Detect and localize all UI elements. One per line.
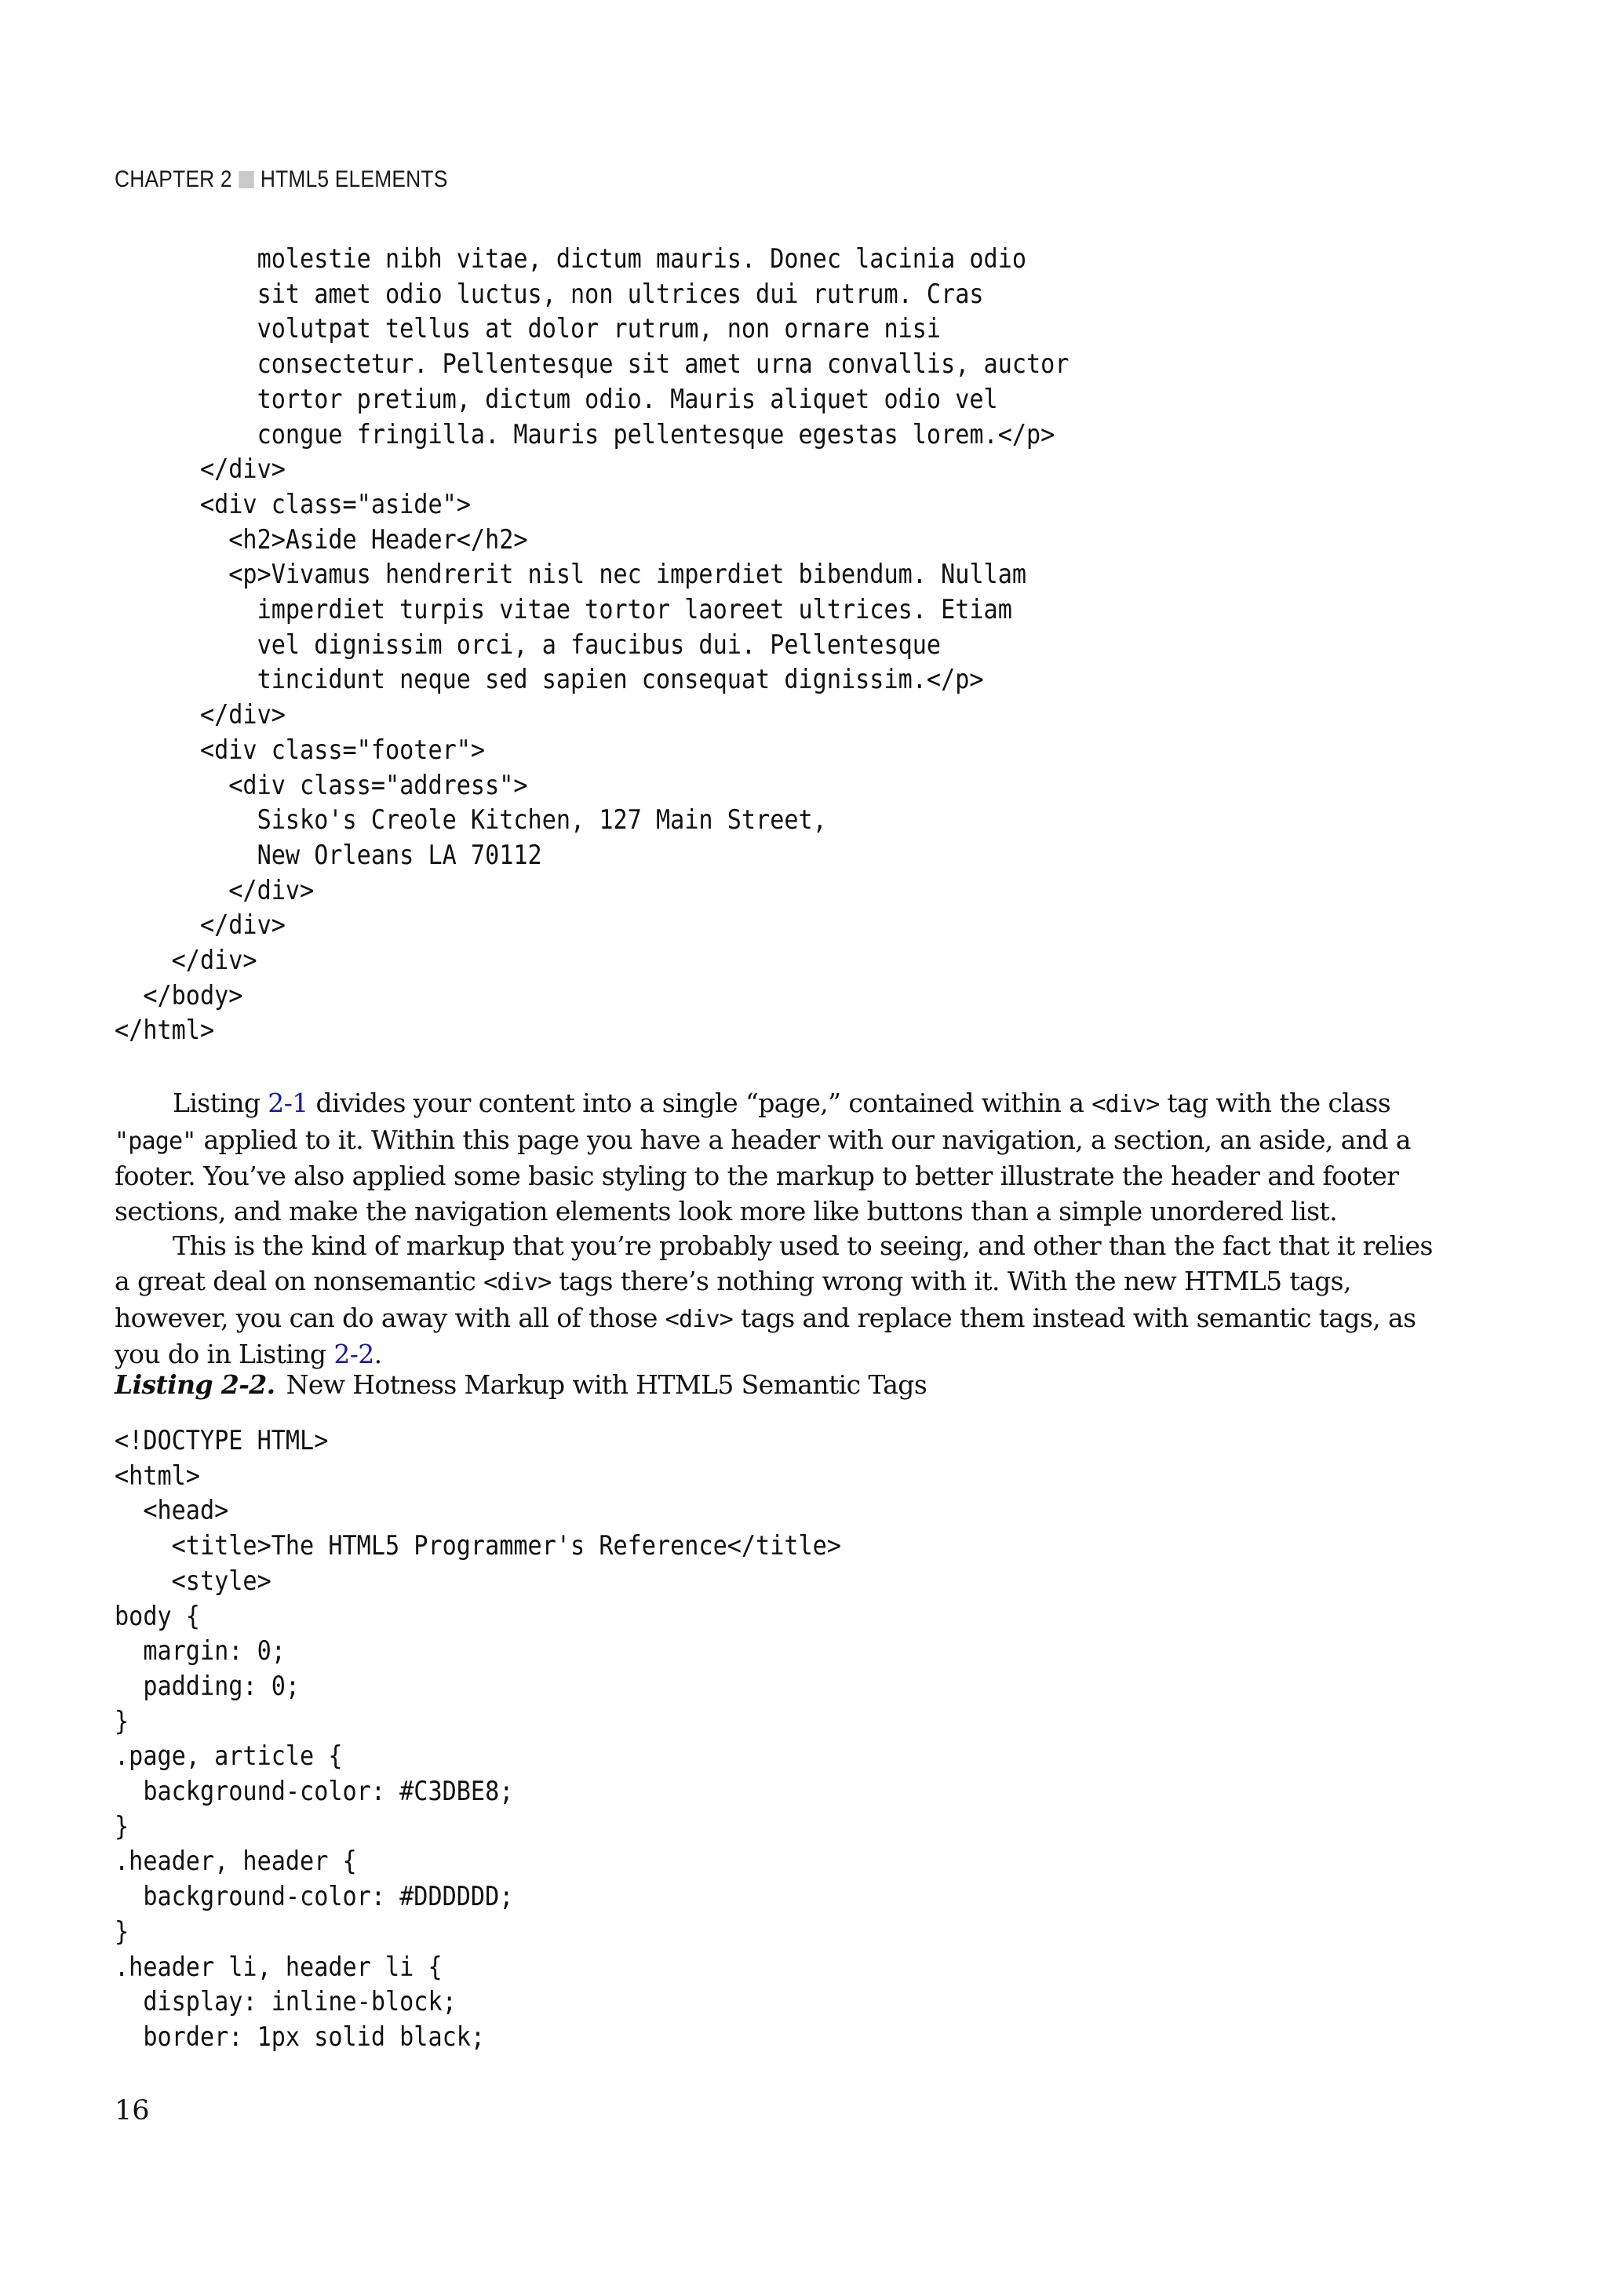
inline-code: "page"	[115, 1127, 196, 1155]
listing-2-2-link[interactable]: 2-2	[333, 1339, 374, 1370]
listing-caption	[115, 1369, 927, 1400]
inline-code: <div>	[1091, 1091, 1160, 1118]
inline-code: <div>	[483, 1268, 552, 1296]
page-number: 16	[115, 2095, 150, 2127]
listing-2-1-link[interactable]: 2-1	[268, 1088, 308, 1118]
code-listing-continued: molestie nibh vitae, dictum mauris. Donec lacinia odio sit amet odio luctus, non ultrices dui rutrum. Cras volutpat tellus at dolor rutrum, non ornare nisi consectetur. Pellentesque sit amet urna convallis, auctor tortor pretium, dictum odio. Mauris aliquet odio vel congue fringilla. Mauris pellentesque egestas lorem.</p> </div> <div class="aside"> <h2>Aside Header</h2> <p>Vivamus hendrerit nisl nec imperdiet bibendum. Nullam imperdiet turpis vitae tortor laoreet ultrices. Etiam vel dignissim orci, a faucibus dui. Pellentesque tincidunt neque sed sapien consequat dignissim.</p> </div> <div class="footer"> <div class="address"> Sisko's Creole Kitchen, 127 Main Street, New Orleans LA 70112 </div> </div> </div> </body> </html>	[115, 243, 1070, 1047]
paragraph-2-text: This is the kind of markup that you’re probably used to seeing, and other than the fact that it relies a great deal on nonsemantic	[115, 1230, 1433, 1296]
paragraph-1-text: Listing	[173, 1088, 268, 1118]
separator-square-icon	[239, 171, 254, 188]
listing-title: New Hotness Markup with HTML5 Semantic Tags	[286, 1369, 927, 1400]
paragraph-2-text: tags and replace them instead with semantic tags, as you do in Listing	[115, 1302, 1416, 1370]
paragraph-1-text: applied to it. Within this page you have a header with our navigation, a section, an aside, and a footer. You’ve also applied some basic styling to the markup to better illustrate the header and footer sections, and make the navigation elements look more like buttons than a simple unordered list.	[115, 1124, 1411, 1226]
body-text	[115, 1086, 1433, 1372]
chapter-title: HTML5 ELEMENTS	[260, 166, 448, 192]
inline-code: <div>	[665, 1305, 734, 1333]
chapter-label: CHAPTER 2	[115, 166, 232, 192]
paragraph-1-text: divides your content into a single “page,” contained within a	[308, 1088, 1092, 1118]
paragraph-1	[115, 1086, 1433, 1229]
paragraph-1-text: tag with the class	[1159, 1088, 1391, 1118]
paragraph-2-text: tags there’s nothing wrong with it. With the new HTML5 tags, however, you can do away with all of those	[115, 1265, 1351, 1333]
running-head	[115, 166, 447, 193]
code-listing-2-2: <!DOCTYPE HTML> <html> <head> <title>The HTML5 Programmer's Reference</title> <style> body { margin: 0; padding: 0; } .page, article { background-color: #C3DBE8; } .header, header { background-color: #DDDDDD; } .header li, header li { display: inline-block; border: 1px solid black;	[115, 1425, 842, 2053]
paragraph-2-text: .	[374, 1339, 382, 1370]
paragraph-2	[115, 1229, 1433, 1372]
listing-number: Listing 2-2.	[115, 1369, 275, 1400]
